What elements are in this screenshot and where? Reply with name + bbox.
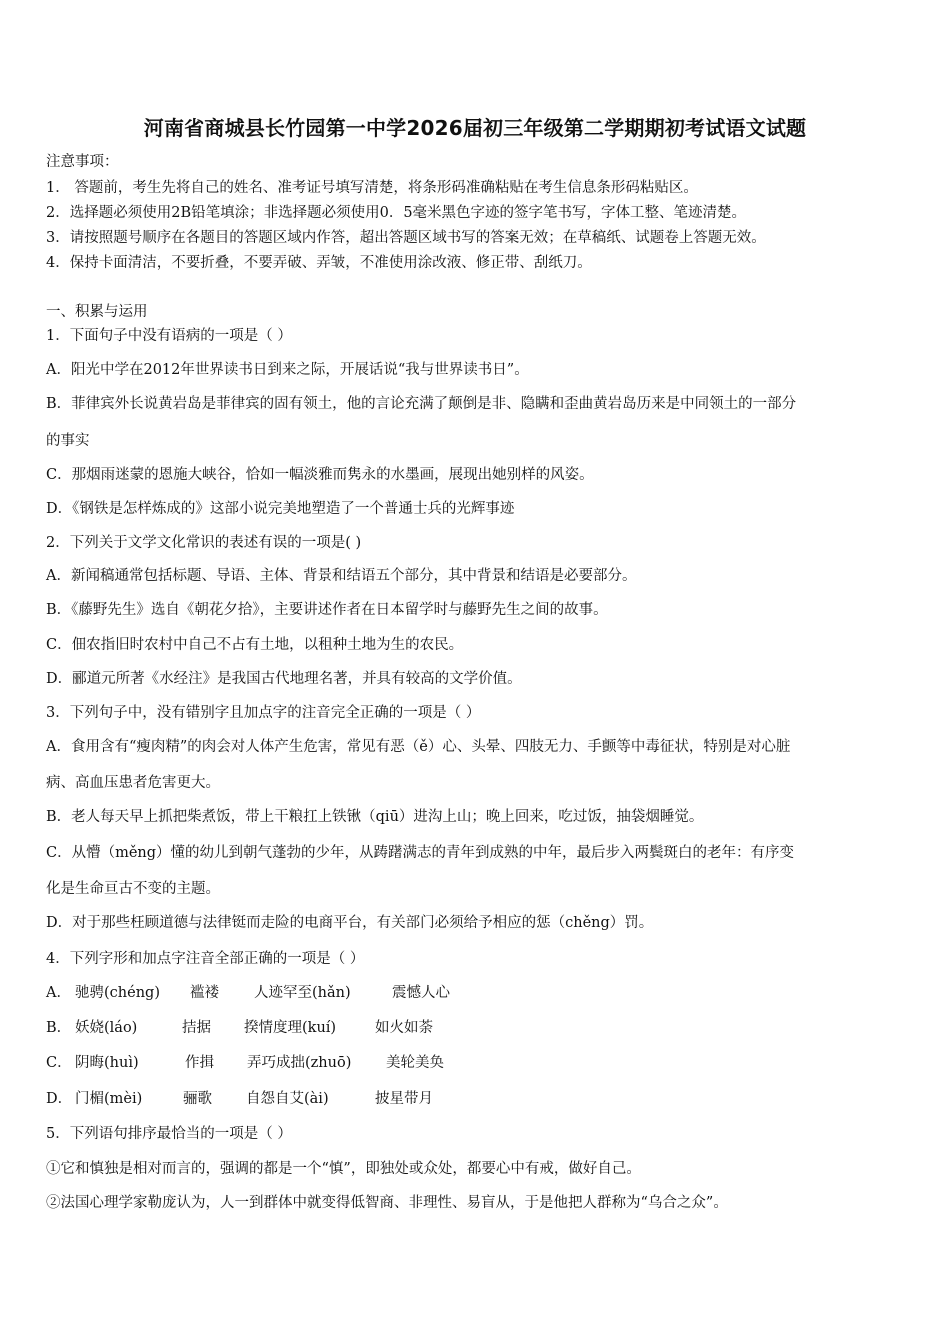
q4-option-label: B．	[46, 1020, 72, 1036]
q4-option-label: C．	[46, 1055, 72, 1071]
notice-item-1: 1． 答题前，考生先将自己的姓名、准考证号填写清楚，将条形码准确粘贴在考生信息条形码粘贴区。	[46, 180, 698, 196]
q2-option-d: D．郦道元所著《水经注》是我国古代地理名著，并具有较高的文学价值。	[46, 671, 522, 687]
q2-stem: 2．下列关于文学文化常识的表述有误的一项是( )	[46, 535, 362, 551]
q4-option-word: 披星带月	[375, 1091, 433, 1107]
notice-heading: 注意事项：	[46, 154, 119, 170]
q1-option-d: D．《钢铁是怎样炼成的》这部小说完美地塑造了一个普通士兵的光辉事迹	[46, 501, 515, 517]
q4-option-word: 震憾人心	[392, 985, 450, 1001]
q4-option-c	[46, 1053, 906, 1073]
q4-option-d	[46, 1089, 906, 1109]
q5-sentence-2: ②法国心理学家勒庞认为，人一到群体中就变得低智商、非理性、易盲从，于是他把人群称为“乌合之众”。	[46, 1195, 728, 1211]
q4-stem: 4．下列字形和加点字注音全部正确的一项是（ ）	[46, 951, 365, 967]
exam-title: 河南省商城县长竹园第一中学2026届初三年级第二学期期初考试语文试题	[143, 116, 807, 140]
q4-option-word: 阴晦(huì)	[75, 1055, 139, 1071]
q4-option-word: 美轮美奂	[386, 1055, 444, 1071]
q4-option-word: 褴褛	[190, 985, 219, 1001]
q4-option-word: 拮据	[182, 1020, 211, 1036]
q3-option-d: D．对于那些枉顾道德与法律铤而走险的电商平台，有关部门必须给予相应的惩（chěng）罚。	[46, 915, 654, 931]
q4-option-label: A．	[46, 985, 71, 1001]
q2-option-c: C．佃农指旧时农村中自己不占有土地，以租种土地为生的农民。	[46, 637, 464, 653]
q4-option-word: 作揖	[185, 1055, 214, 1071]
notice-item-3: 3．请按照题号顺序在各题目的答题区域内作答，超出答题区域书写的答案无效；在草稿纸、试题卷上答题无效。	[46, 230, 766, 246]
q4-option-word: 人迹罕至(hǎn)	[254, 985, 351, 1001]
q1-option-b-line2: 的事实	[46, 433, 90, 449]
q3-option-b: B．老人每天早上抓把柴煮饭，带上干粮扛上铁锹（qiū）进沟上山；晚上回来，吃过饭，抽袋烟睡觉。	[46, 809, 704, 825]
q3-option-a-line2: 病、高血压患者危害更大。	[46, 775, 220, 791]
q5-stem: 5．下列语句排序最恰当的一项是（ ）	[46, 1126, 292, 1142]
q4-option-word: 揆情度理(kuí)	[244, 1020, 337, 1036]
notice-item-4: 4．保持卡面清洁，不要折叠，不要弄破、弄皱，不准使用涂改液、修正带、刮纸刀。	[46, 255, 592, 271]
q4-option-b	[46, 1018, 906, 1038]
q4-option-word: 弄巧成拙(zhuō)	[247, 1055, 352, 1071]
q3-option-a-line1: A．食用含有“瘦肉精”的肉会对人体产生危害，常见有恶（ě）心、头晕、四肢无力、手颤等中毒征状，特别是对心脏	[46, 739, 791, 755]
q5-sentence-1: ①它和慎独是相对而言的，强调的都是一个“慎”，即独处或众处，都要心中有戒，做好自己。	[46, 1161, 641, 1177]
q3-option-c-line1: C．从懵（měng）懂的幼儿到朝气蓬勃的少年，从踌躇满志的青年到成熟的中年，最后步入两鬓斑白的老年：有序变	[46, 845, 795, 861]
q4-option-word: 妖娆(láo)	[75, 1020, 138, 1036]
q1-option-b-line1: B．菲律宾外长说黄岩岛是菲律宾的固有领土，他的言论充满了颠倒是非、隐瞒和歪曲黄岩岛历来是中同领土的一部分	[46, 396, 797, 412]
q2-option-b: B．《藤野先生》选自《朝花夕拾》，主要讲述作者在日本留学时与藤野先生之间的故事。	[46, 602, 608, 618]
q1-option-a: A．阳光中学在2012年世界读书日到来之际，开展话说“我与世界读书日”。	[46, 362, 529, 378]
notice-item-2: 2．选择题必须使用2B铅笔填涂；非选择题必须使用0．5毫米黑色字迹的签字笔书写，字体工整、笔迹清楚。	[46, 205, 747, 221]
q3-option-c-line2: 化是生命亘古不变的主题。	[46, 881, 220, 897]
q3-stem: 3．下列句子中，没有错别字且加点字的注音完全正确的一项是（ ）	[46, 705, 481, 721]
q1-stem: 1．下面句子中没有语病的一项是（ ）	[46, 328, 292, 344]
q4-option-word: 骊歌	[183, 1091, 212, 1107]
q4-option-word: 驰骋(chéng)	[75, 985, 160, 1001]
q4-option-word: 如火如荼	[375, 1020, 433, 1036]
q4-option-label: D．	[46, 1091, 73, 1107]
section-heading: 一、积累与运用	[46, 304, 148, 320]
q4-option-word: 自怨自艾(ài)	[246, 1091, 329, 1107]
q4-option-word: 门楣(mèi)	[75, 1091, 143, 1107]
q1-option-c: C．那烟雨迷蒙的恩施大峡谷，恰如一幅淡雅而隽永的水墨画，展现出她别样的风姿。	[46, 467, 594, 483]
q4-option-a	[46, 983, 906, 1003]
q2-option-a: A．新闻稿通常包括标题、导语、主体、背景和结语五个部分，其中背景和结语是必要部分。	[46, 568, 637, 584]
